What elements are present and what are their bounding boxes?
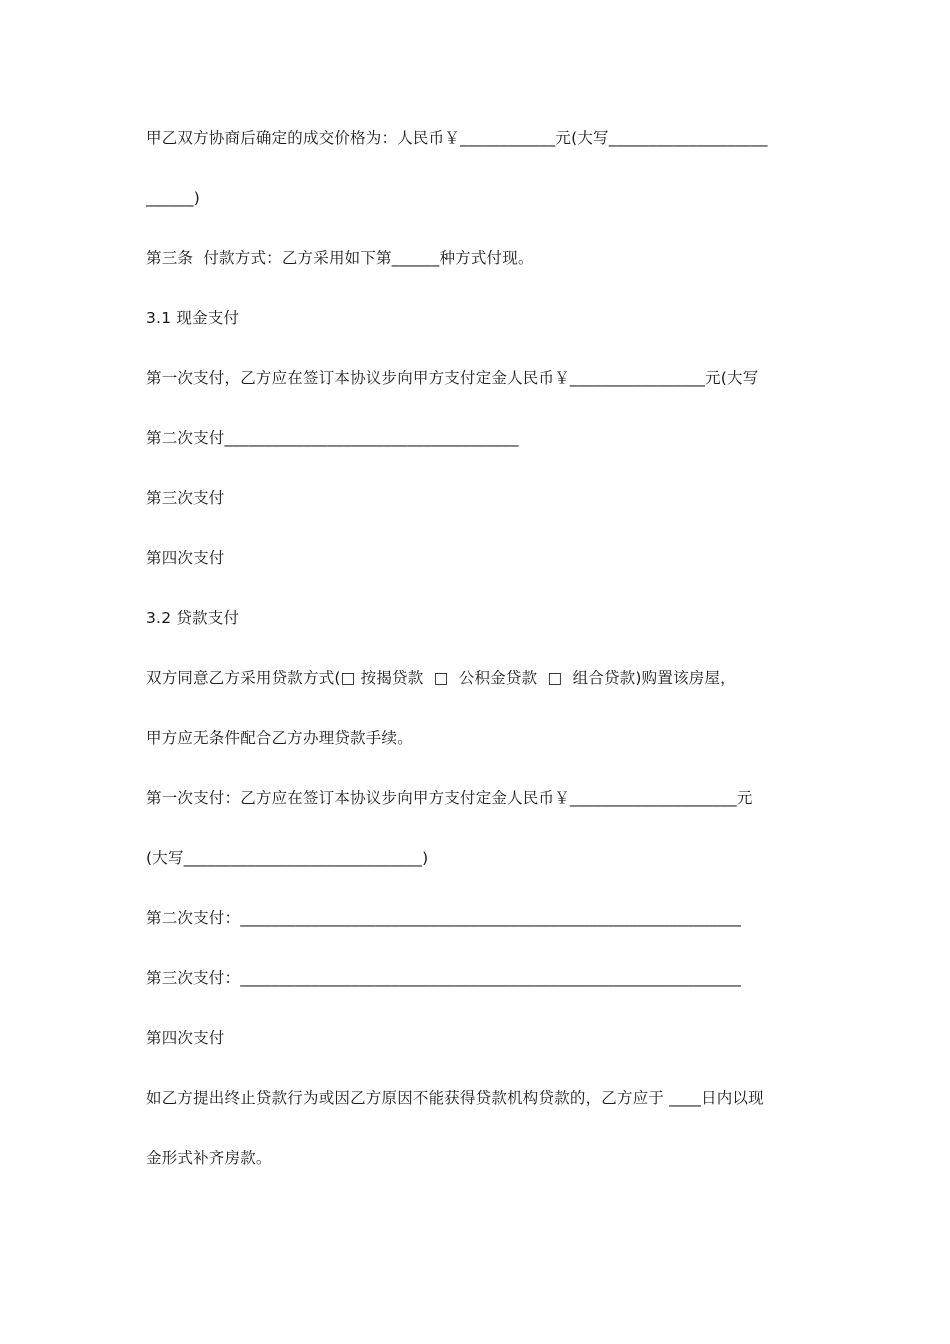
loan-termination-clause-continued: 金形式补齐房款。 [146, 1149, 272, 1167]
loan-first-payment: 第一次支付：乙方应在签订本协议步向甲方支付定金人民币￥_____________________元 [146, 789, 753, 807]
loan-third-payment: 第三次支付：_______________________________________________________________ [146, 969, 742, 987]
cash-second-payment: 第二次支付_____________________________________ [146, 429, 519, 447]
article-3-heading: 第三条 付款方式：乙方采用如下第______种方式付现。 [146, 249, 534, 267]
section-3-2-heading: 3.2 贷款支付 [146, 609, 240, 627]
loan-fourth-payment: 第四次支付 [146, 1029, 225, 1047]
section-3-1-heading: 3.1 现金支付 [146, 309, 240, 327]
loan-termination-clause: 如乙方提出终止贷款行为或因乙方原因不能获得贷款机构贷款的，乙方应于 ____日内以现 [146, 1089, 764, 1107]
cash-third-payment: 第三次支付 [146, 489, 225, 507]
loan-second-payment: 第二次支付：_______________________________________________________________ [146, 909, 742, 927]
cash-fourth-payment: 第四次支付 [146, 549, 225, 567]
price-line: 甲乙双方协商后确定的成交价格为：人民币￥____________元(大写____________________ [146, 129, 768, 147]
price-line-continued: ______) [146, 189, 200, 207]
loan-cooperation-line: 甲方应无条件配合乙方办理贷款手续。 [146, 729, 413, 747]
loan-first-payment-capital: (大写______________________________) [146, 849, 429, 867]
loan-type-line: 双方同意乙方采用贷款方式(□ 按揭贷款 □ 公积金贷款 □ 组合贷款)购置该房屋， [146, 669, 736, 687]
cash-first-payment: 第一次支付，乙方应在签订本协议步向甲方支付定金人民币￥_________________元(大写 [146, 369, 759, 387]
